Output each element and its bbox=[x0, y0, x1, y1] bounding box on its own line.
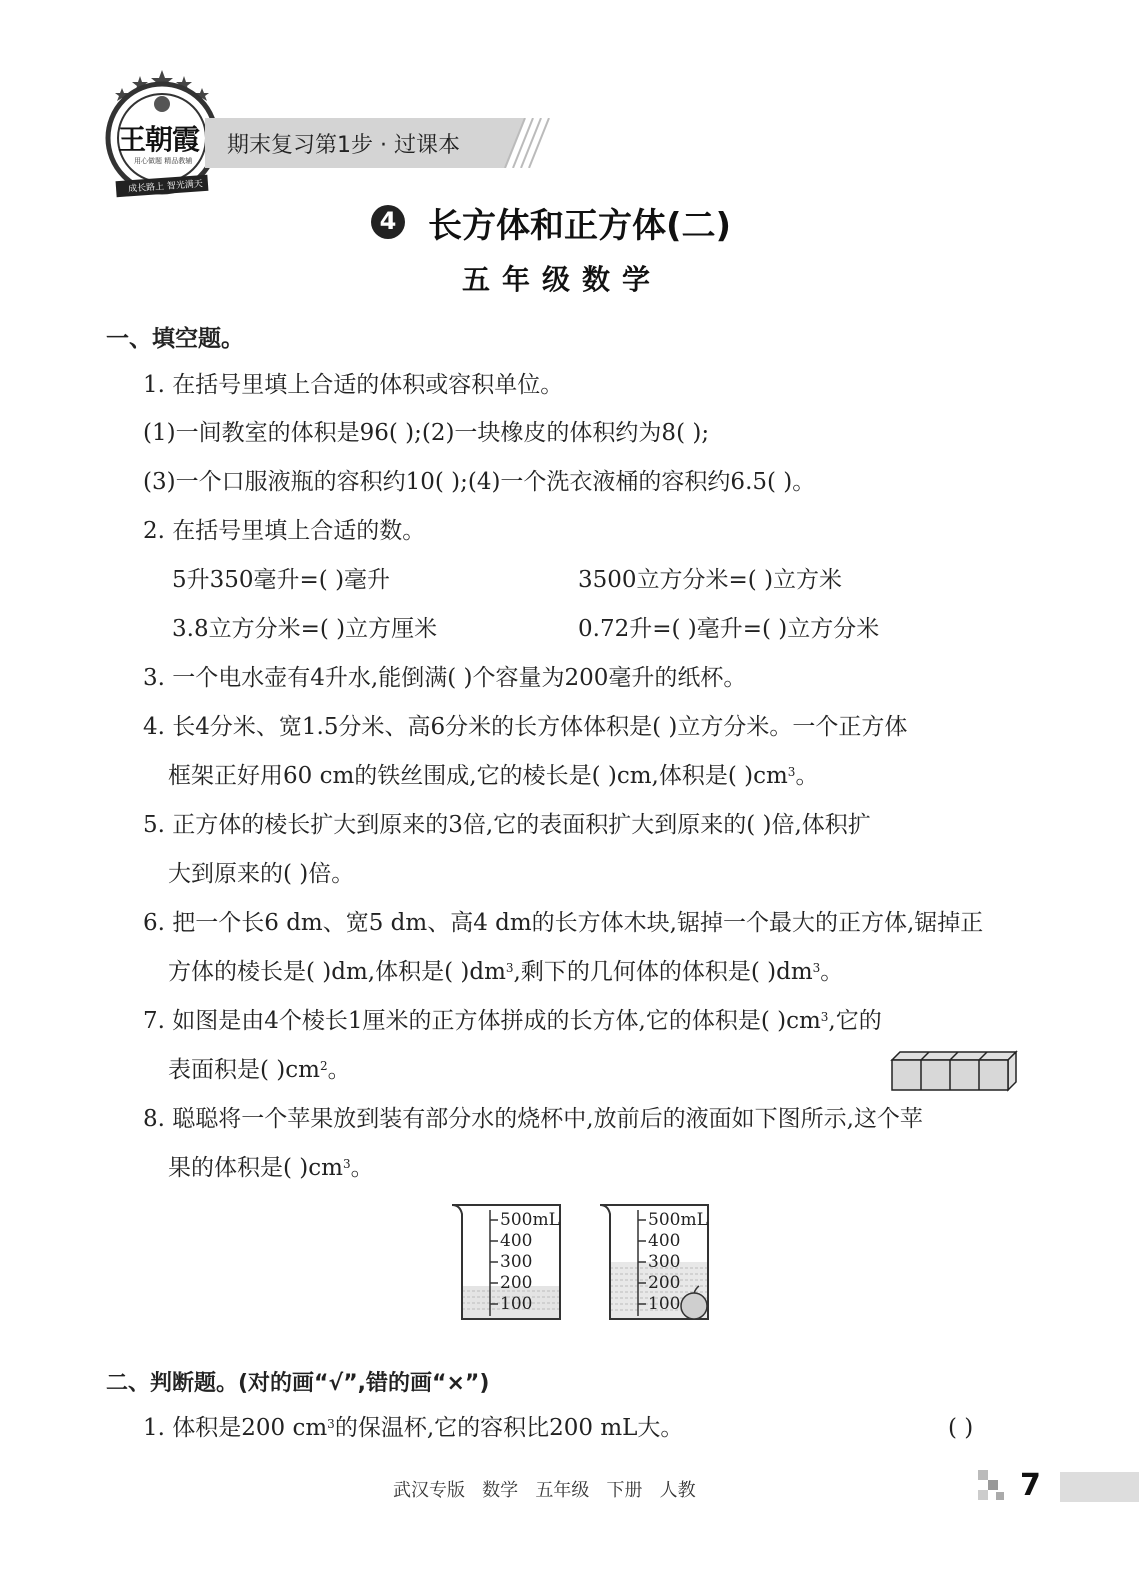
beaker-label-400: 400 bbox=[648, 1231, 681, 1251]
beaker-label-300: 300 bbox=[500, 1252, 533, 1272]
lesson-number: 4 bbox=[379, 207, 397, 235]
q6-line2-mid: ,剩下的几何体的体积是( )dm bbox=[513, 959, 813, 985]
judge-q1-end: 的保温杯,它的容积比200 mL大。 bbox=[334, 1415, 684, 1441]
q1-line1: (1)一间教室的体积是96( );(2)一块橡皮的体积约为8( ); bbox=[143, 420, 710, 446]
footer-pixel-decoration bbox=[978, 1470, 1008, 1508]
q7-line2-text: 表面积是( )cm bbox=[168, 1057, 320, 1083]
footer-info: 武汉专版 数学 五年级 下册 人教 bbox=[393, 1480, 696, 1501]
beaker-before bbox=[450, 1202, 570, 1324]
q8-line2-text: 果的体积是( )cm bbox=[168, 1155, 343, 1181]
q8-line2-end: 。 bbox=[350, 1155, 374, 1181]
q2-item-b: 3500立方分米=( )立方米 bbox=[578, 567, 843, 593]
q1-stem: 1. 在括号里填上合适的体积或容积单位。 bbox=[143, 372, 564, 398]
lesson-number-badge bbox=[371, 205, 405, 239]
beaker-after bbox=[598, 1202, 718, 1324]
footer-bar bbox=[1060, 1472, 1139, 1502]
cube-superscript: 3 bbox=[342, 1157, 351, 1171]
q2-item-d: 0.72升=( )毫升=( )立方分米 bbox=[578, 616, 880, 642]
q6-line2 bbox=[168, 957, 843, 987]
beaker-label-300: 300 bbox=[648, 1252, 681, 1272]
section-heading-fill: 一、填空题。 bbox=[106, 326, 244, 352]
judge-q1-text: 1. 体积是200 cm bbox=[143, 1415, 328, 1441]
logo-ribbon-text: 成长路上 智光满天 bbox=[127, 179, 204, 195]
q7-line1-text: 7. 如图是由4个棱长1厘米的正方体拼成的长方体,它的体积是( )cm bbox=[143, 1008, 821, 1034]
beaker-label-200: 200 bbox=[500, 1273, 533, 1293]
page-subtitle: 五年级数学 bbox=[462, 263, 663, 296]
q8-line2 bbox=[168, 1153, 374, 1183]
q2-item-a: 5升350毫升=( )毫升 bbox=[172, 567, 391, 593]
q6-line2-end: 。 bbox=[820, 959, 844, 985]
q5-line1: 5. 正方体的棱长扩大到原来的3倍,它的表面积扩大到原来的( )倍,体积扩 bbox=[143, 812, 871, 838]
q5-line2: 大到原来的( )倍。 bbox=[168, 861, 355, 887]
q1-line2: (3)一个口服液瓶的容积约10( );(4)一个洗衣液桶的容积约6.5( )。 bbox=[143, 469, 816, 495]
q7-line1-end: ,它的 bbox=[828, 1008, 882, 1034]
cube-superscript: 3 bbox=[820, 1010, 829, 1024]
section-heading-judge: 二、判断题。(对的画“√”,错的画“×”) bbox=[106, 1371, 490, 1396]
beaker-label-100: 100 bbox=[648, 1294, 681, 1314]
q7-line2 bbox=[168, 1055, 351, 1085]
beaker-label-500: 500mL bbox=[648, 1210, 708, 1230]
cuboid-figure bbox=[890, 1050, 1020, 1096]
beaker-label-200: 200 bbox=[648, 1273, 681, 1293]
square-superscript: 2 bbox=[319, 1059, 328, 1073]
q7-line1 bbox=[143, 1006, 882, 1036]
cube-superscript: 3 bbox=[505, 961, 514, 975]
q6-line2-text: 方体的棱长是( )dm,体积是( )dm bbox=[168, 959, 506, 985]
page-title: 长方体和正方体(二) bbox=[428, 206, 732, 246]
judge-q1-answer-paren: ( ) bbox=[948, 1415, 974, 1441]
q4-line2 bbox=[168, 761, 818, 791]
q2-stem: 2. 在括号里填上合适的数。 bbox=[143, 518, 426, 544]
logo-name: 王朝霞 bbox=[118, 123, 200, 156]
cube-superscript: 3 bbox=[787, 765, 796, 779]
q3-text: 3. 一个电水壶有4升水,能倒满( )个容量为200毫升的纸杯。 bbox=[143, 665, 747, 691]
q7-line2-end: 。 bbox=[327, 1057, 351, 1083]
page-number: 7 bbox=[1020, 1468, 1041, 1503]
banner-text: 期末复习第1步 · 过课本 bbox=[227, 133, 460, 158]
beaker-label-400: 400 bbox=[500, 1231, 533, 1251]
q8-line1: 8. 聪聪将一个苹果放到装有部分水的烧杯中,放前后的液面如下图所示,这个苹 bbox=[143, 1106, 923, 1132]
q6-line1: 6. 把一个长6 dm、宽5 dm、高4 dm的长方体木块,锯掉一个最大的正方体,锯掉正 bbox=[143, 910, 984, 936]
q4-line2-end: 。 bbox=[795, 763, 819, 789]
beaker-label-500: 500mL bbox=[500, 1210, 560, 1230]
q4-line2-text: 框架正好用60 cm的铁丝围成,它的棱长是( )cm,体积是( )cm bbox=[168, 763, 788, 789]
q2-item-c: 3.8立方分米=( )立方厘米 bbox=[172, 616, 438, 642]
cube-superscript: 3 bbox=[327, 1417, 335, 1431]
logo-slogan: 用心做题 精品教辅 bbox=[134, 157, 193, 165]
beaker-label-100: 100 bbox=[500, 1294, 533, 1314]
header-banner bbox=[205, 118, 550, 168]
judge-q1 bbox=[143, 1413, 683, 1443]
q4-line1: 4. 长4分米、宽1.5分米、高6分米的长方体体积是( )立方分米。一个正方体 bbox=[143, 714, 908, 740]
cube-superscript: 3 bbox=[812, 961, 821, 975]
